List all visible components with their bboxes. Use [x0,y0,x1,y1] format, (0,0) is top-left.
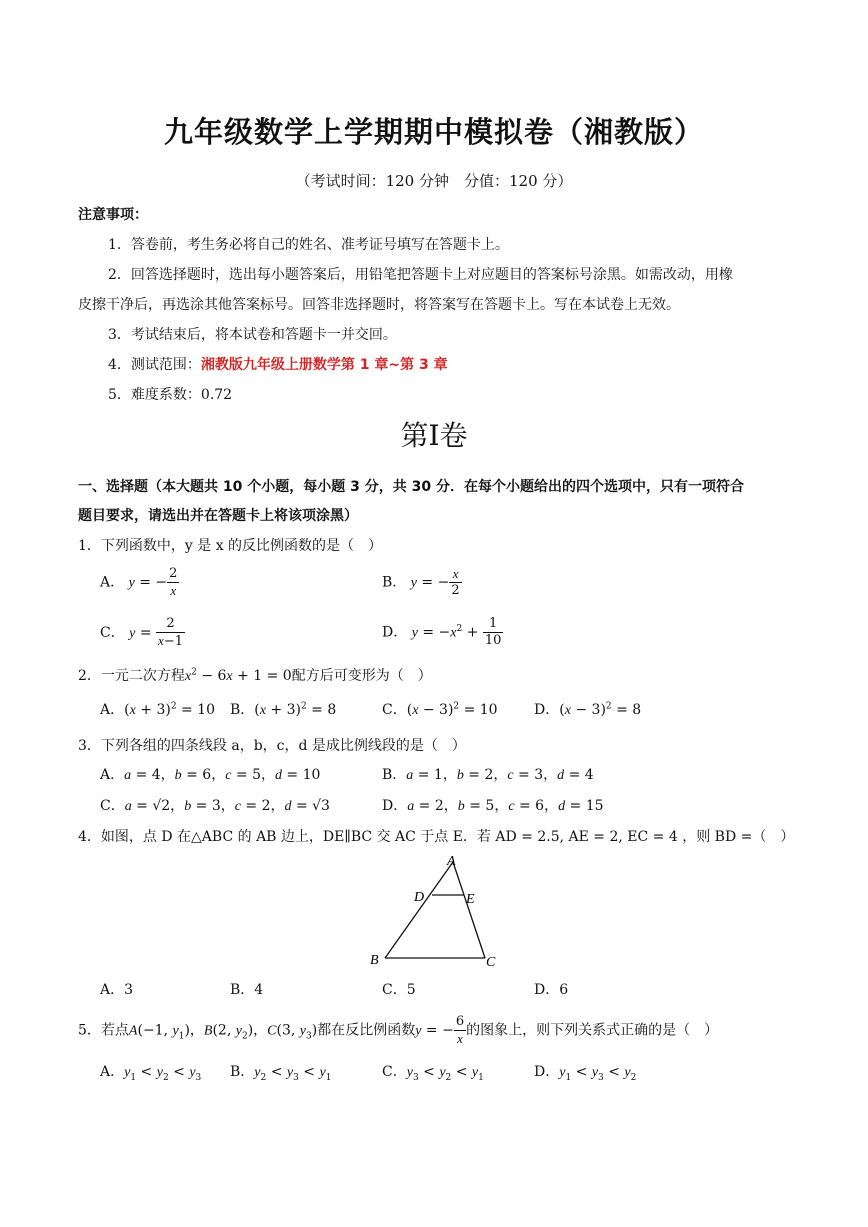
label-e: E [466,892,475,907]
q3-option-a: A．a = 4，b = 6，c = 5，d = 10 [100,767,321,783]
q3-option-b: B．a = 1，b = 2，c = 3，d = 4 [382,767,594,783]
test-scope: 湘教版九年级上册数学第 1 章~第 3 章 [200,357,448,373]
question-4-stem: 4．如图，点 D 在△ABC 的 AB 边上，DE∥BC 交 AC 于点 E．若 AD = 2.5, AE = 2, EC = 4 ，则 BD =（ ） [78,829,795,845]
q2-option-a: A．$(x + 3)^2 = 10$ [100,701,215,718]
q2-option-d: D．$(x - 3)^2 = 8$ [534,701,642,718]
notice-item-3: 3．考试结束后，将本试卷和答题卡一并交回。 [108,327,397,343]
option-label: A． [100,702,125,718]
option-label: D． [382,798,408,814]
triangle-figure [360,850,510,970]
volume-title: 第I卷 [400,419,468,452]
q1-option-a: A． y = − $\frac{2}{x}$ [100,566,178,598]
question-1-stem: 1．下列函数中，y 是 x 的反比例函数的是（ ） [78,538,383,554]
label-c: C [486,955,496,970]
notice-item-1: 1．答卷前，考生务必将自己的姓名、准考证号填写在答题卡上。 [108,237,509,253]
notice-item-2-line-2: 皮擦干净后，再选涂其他答案标号。回答非选择题时，将答案写在答题卡上。写在本试卷上无效。 [78,297,680,313]
q4-option-a: A．3 [100,982,134,998]
section-1-line-2: 题目要求，请选出并在答题卡上将该项涂黑） [78,508,358,524]
option-label: B． [382,574,407,591]
q2-option-b: B．$(x + 3)^2 = 8$ [230,701,337,718]
notice-item-2-line-1: 2．回答选择题时，选出每小题答案后，用铅笔把答题卡上对应题目的答案标号涂黑。如需改动，用橡 [108,267,733,283]
option-label: B． [230,1064,255,1080]
option-label: C． [382,1064,407,1080]
stem-text: 配方后可变形为（ ） [291,668,432,684]
notice-item-4 [108,354,448,374]
q1-option-d: D． $y = -x^2$ + $\frac{1}{10}$ [382,616,502,648]
label-b: B [370,953,379,968]
question-5-stem: 5．若点A(−1, $y_1$)，B(2, $y_2$)，C(3, $y_3$)都在反比例函数y = − $\frac{6}{x}$ 的图象上，则下列关系式正确的是（ ） [78,1014,719,1046]
side-ab [385,862,453,958]
option-label: D． [382,624,408,641]
q5-option-c: C．$y_3 < y_2 < y_1$ [382,1064,484,1083]
q5-option-d: D．$y_1 < y_3 < y_2$ [534,1064,637,1083]
q1-option-c: C． y = $\frac{2}{x-1}$ [100,616,183,649]
stem-text: 的图象上，则下列关系式正确的是（ ） [466,1022,719,1039]
option-label: D． [534,702,560,718]
question-2-stem: 2．一元二次方程$x^2 - 6x + 1 = 0$配方后可变形为（ ） [78,667,432,684]
side-ac [453,862,485,958]
notice-heading: 注意事项： [78,207,148,223]
stem-text: 5．若点 [78,1022,129,1039]
stem-text: 都在反比例函数 [317,1022,416,1039]
option-label: D． [534,1064,560,1080]
q4-option-c: C．5 [382,982,416,998]
option-label: B． [230,702,255,718]
q4-option-b: B．4 [230,982,264,998]
exam-info: （考试时间：120 分钟 分值：120 分） [295,172,573,190]
notice-item-5: 5．难度系数：0.72 [108,387,233,403]
option-label: C． [100,625,125,641]
option-label: A． [100,1064,125,1080]
q3-option-d: D．a = 2，b = 5，c = 6，d = 15 [382,798,604,814]
stem-text: 2．一元二次方程 [78,668,185,684]
q5-option-b: B．$y_2 < y_3 < y_1$ [230,1064,332,1083]
option-label: A． [100,574,125,591]
q5-option-a: A．$y_1 < y_2 < y_3$ [100,1064,202,1083]
label-a: A [447,854,456,869]
q2-option-c: C．$(x - 3)^2 = 10$ [382,701,498,718]
option-label: A． [100,767,125,783]
q3-option-c: C．a = √2，b = 3，c = 2，d = √3 [100,798,330,814]
q4-option-d: D．6 [534,982,569,998]
option-label: C． [100,798,125,814]
page-title: 九年级数学上学期期中模拟卷（湘教版） [163,115,704,149]
question-3-stem: 3．下列各组的四条线段 a，b，c，d 是成比例线段的是（ ） [78,738,466,754]
q1-option-b: B． y = − $\frac{x}{2}$ [382,566,460,598]
notice-item-4-prefix: 4．测试范围： [108,357,201,373]
option-label: C． [382,702,407,718]
label-d: D [414,890,425,905]
option-label: B． [382,767,407,783]
section-1-line-1: 一、选择题（本大题共 10 个小题，每小题 3 分，共 30 分．在每个小题给出的四个选项中，只有一项符合 [78,479,744,495]
